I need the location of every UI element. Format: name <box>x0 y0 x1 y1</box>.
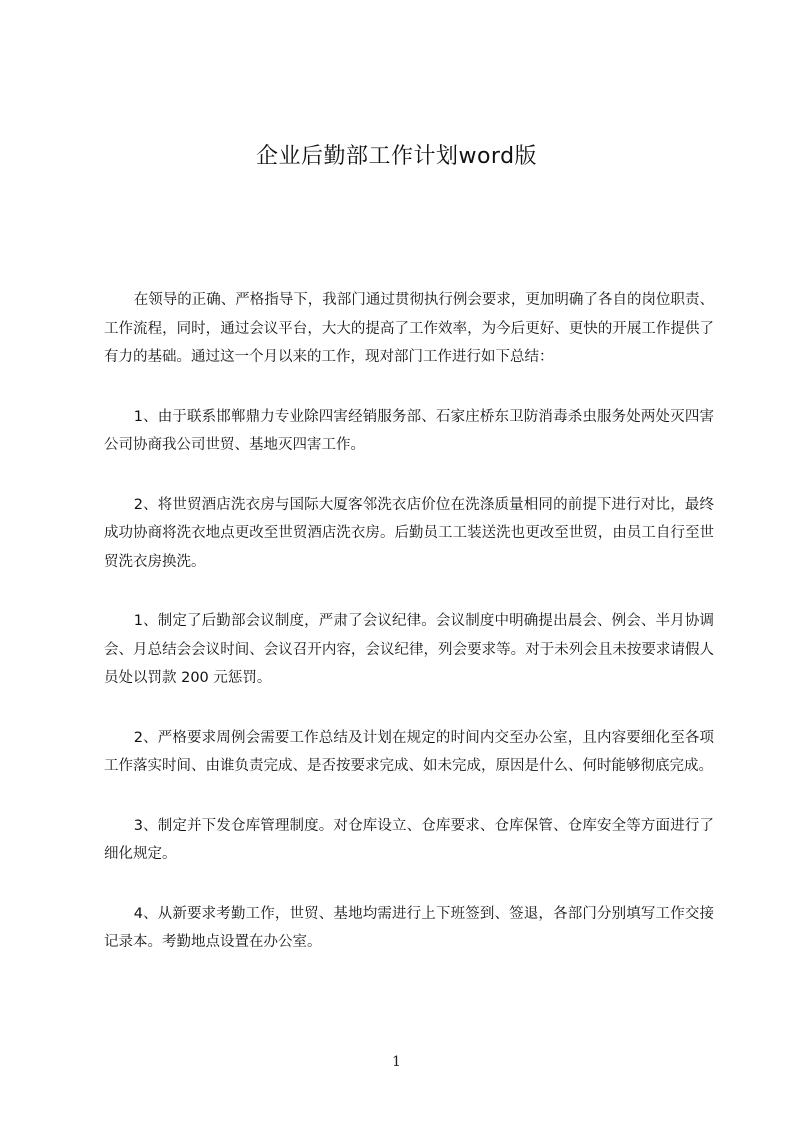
paragraph-meeting-rules: 1、制定了后勤部会议制度，严肃了会议纪律。会议制度中明确提出晨会、例会、半月协调会、月总结会会议时间、会议召开内容，会议纪律，列会要求等。对于未列会且未按要求请假人员处以罚款 200 元惩罚。 <box>104 613 714 686</box>
document-body <box>104 286 714 988</box>
paragraph-laundry: 2、将世贸酒店洗衣房与国际大厦客邻洗衣店价位在洗涤质量相同的前提下进行对比，最终成功协商将洗衣地点更改至世贸酒店洗衣房。后勤员工工装送洗也更改至世贸，由员工自行至世贸洗衣房换洗。 <box>104 496 714 570</box>
document-title: 企业后勤部工作计划word版 <box>255 144 538 169</box>
paragraph-pest-control: 1、由于联系邯郸鼎力专业除四害经销服务部、石家庄桥东卫防消毒杀虫服务处两处灭四害公司协商我公司世贸、基地灭四害工作。 <box>104 408 714 453</box>
paragraph-intro: 在领导的正确、严格指导下，我部门通过贯彻执行例会要求，更加明确了各自的岗位职责、工作流程，同时，通过会议平台，大大的提高了工作效率，为今后更好、更快的开展工作提供了有力的基础。通过这一个月以来的工作，现对部门工作进行如下总结： <box>104 292 714 365</box>
paragraph-attendance: 4、从新要求考勤工作，世贸、基地均需进行上下班签到、签退，各部门分别填写工作交接记录本。考勤地点设置在办公室。 <box>104 905 714 950</box>
page-number: 1 <box>392 1054 401 1070</box>
paragraph-warehouse: 3、制定并下发仓库管理制度。对仓库设立、仓库要求、仓库保管、仓库安全等方面进行了细化规定。 <box>104 817 714 862</box>
paragraph-weekly-meeting: 2、严格要求周例会需要工作总结及计划在规定的时间内交至办公室，且内容要细化至各项工作落实时间、由谁负责完成、是否按要求完成、如未完成，原因是什么、何时能够彻底完成。 <box>104 729 714 774</box>
